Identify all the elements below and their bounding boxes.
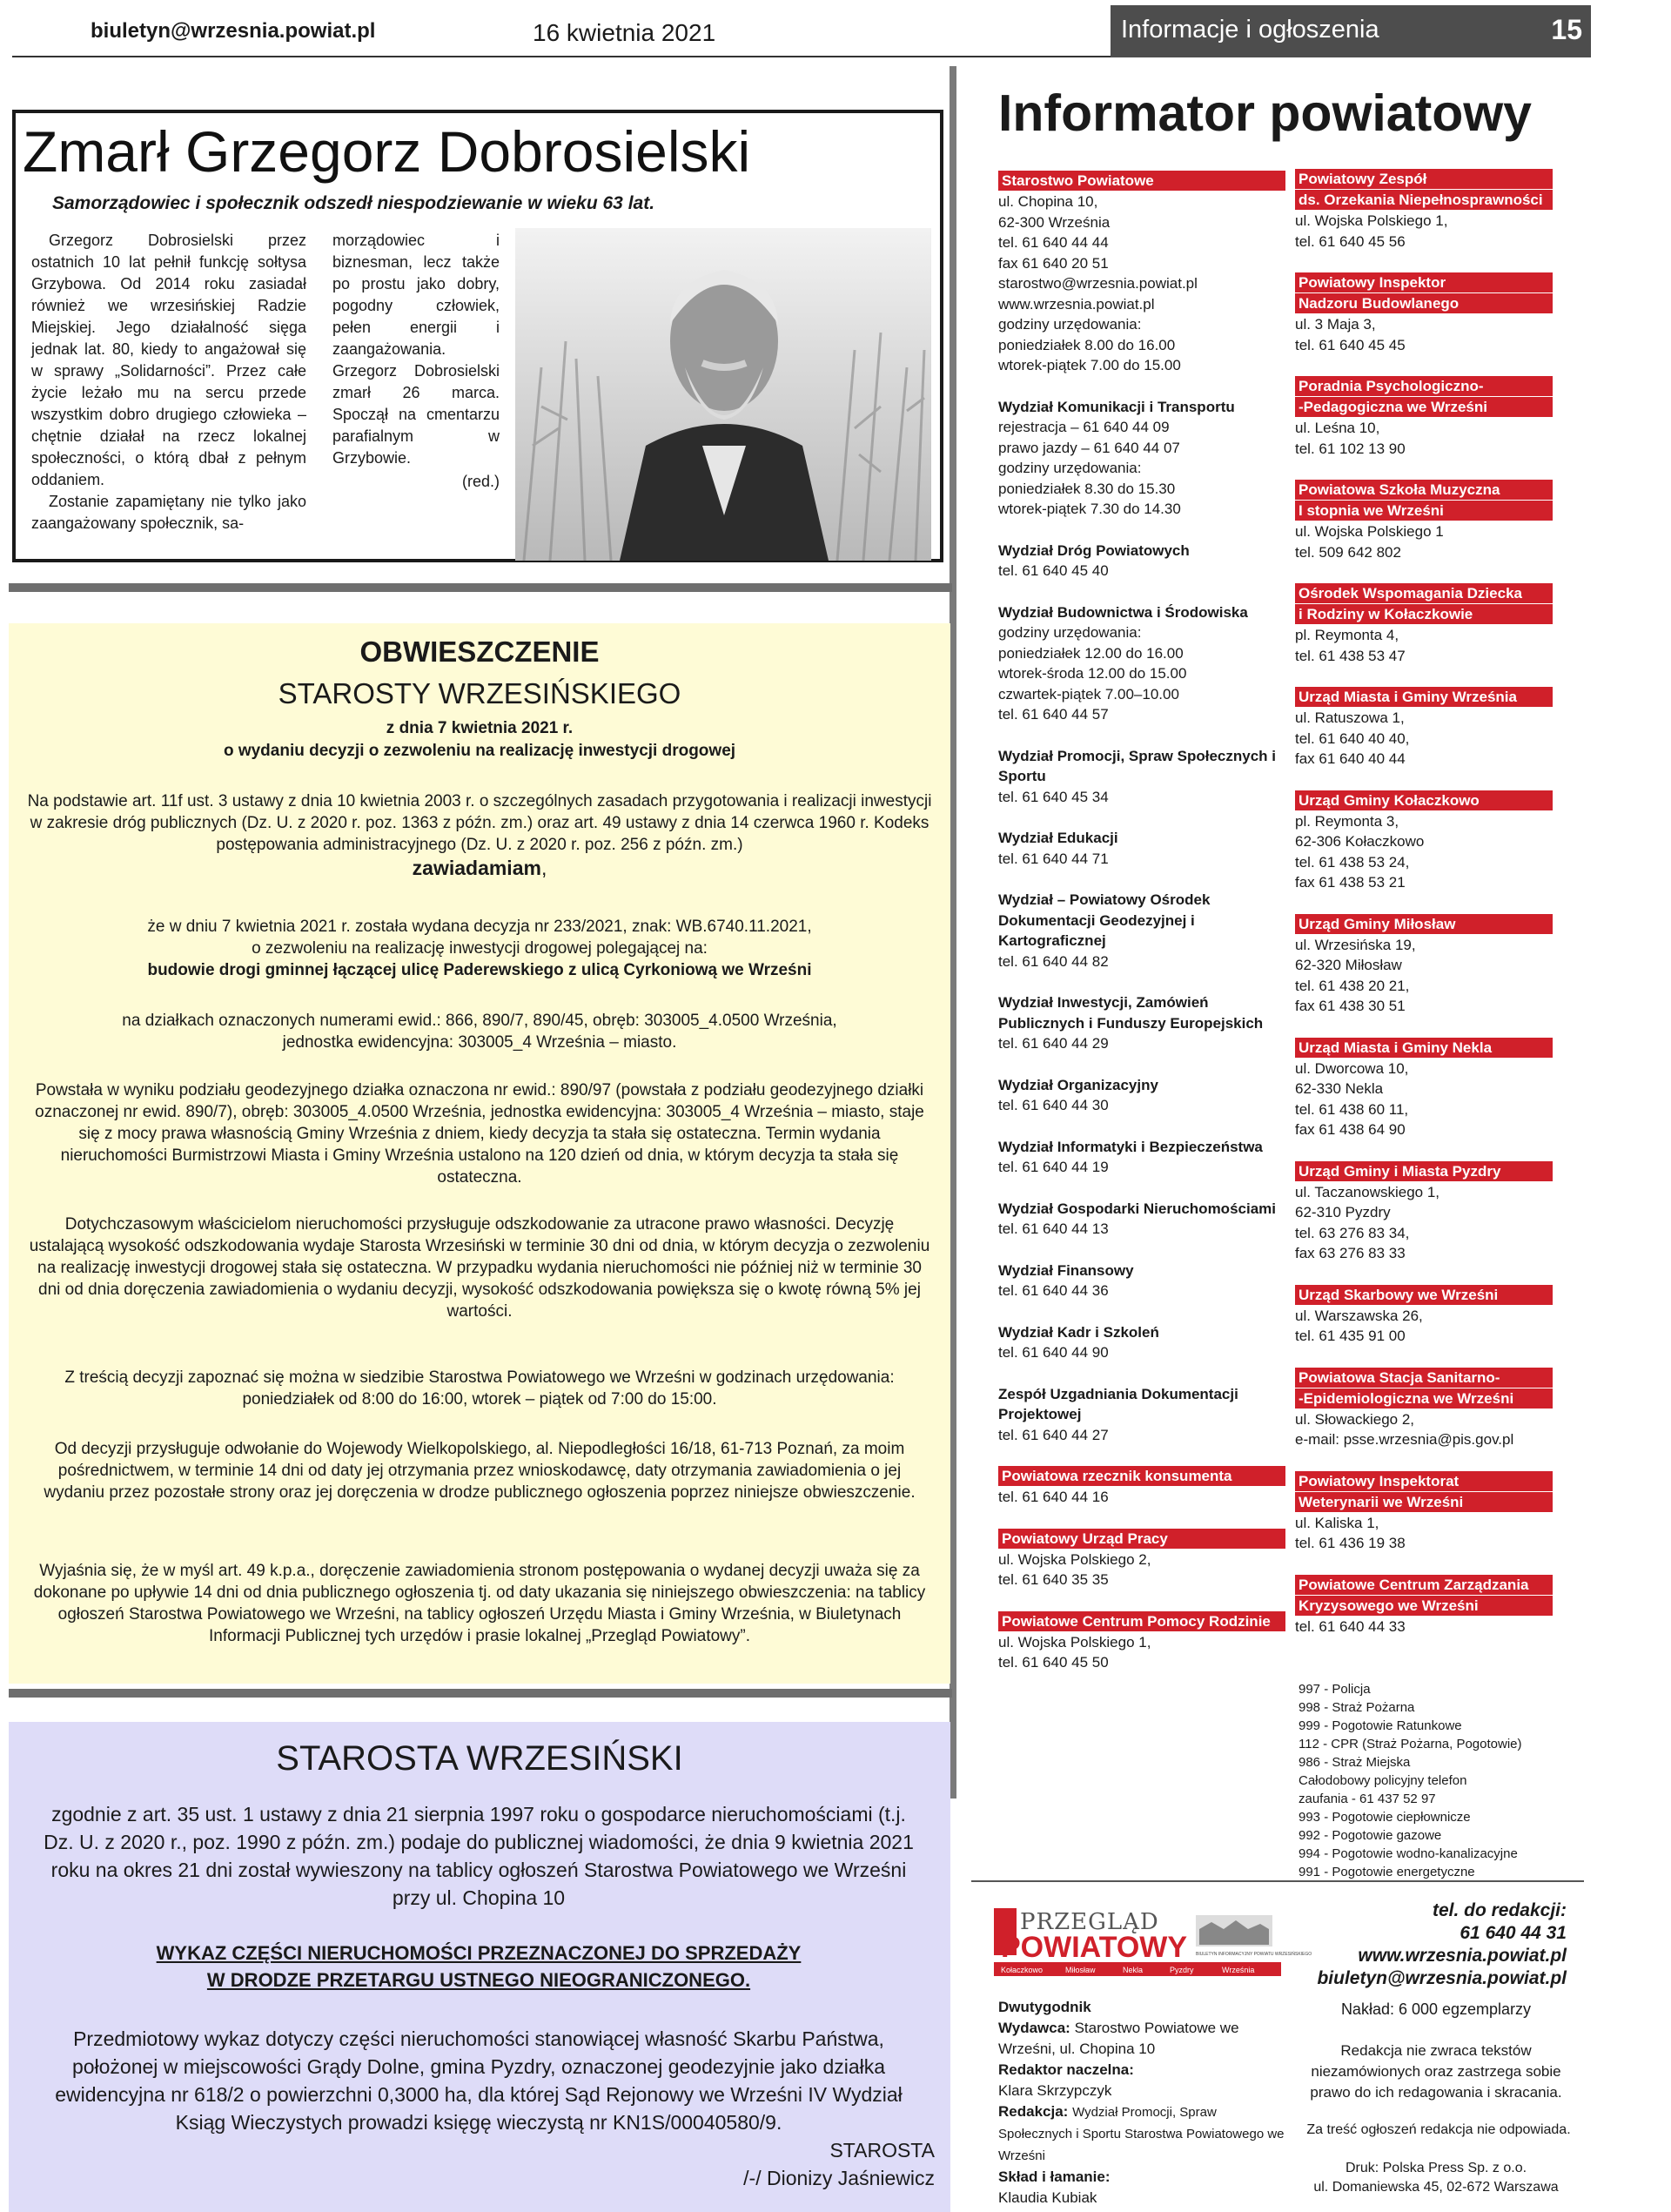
office-entry <box>998 1137 1285 1178</box>
printer-info <box>1305 2159 1567 2197</box>
editorial-email[interactable]: biuletyn@wrzesnia.powiat.pl <box>1317 1968 1567 1988</box>
emergency-number: 112 - CPR (Straż Pożarna, Pogotowie) <box>1299 1737 1522 1751</box>
office-detail: tel. 61 640 44 71 <box>998 850 1109 867</box>
office-detail: czwartek-piątek 7.00–10.00 <box>998 685 1179 703</box>
editorial-contact <box>1305 1899 1567 1990</box>
office-entry <box>1295 376 1553 459</box>
office-name: Wydział Dróg Powiatowych <box>998 541 1190 559</box>
office-name: Weterynarii we Wrześni <box>1295 1492 1553 1512</box>
office-entry <box>1295 687 1553 770</box>
office-detail: godziny urzędowania: <box>998 624 1142 641</box>
office-name: Starostwo Powiatowe <box>998 171 1285 191</box>
office-name: Wydział Finansowy <box>998 1261 1134 1279</box>
office-entry <box>998 890 1285 972</box>
office-detail: tel. 61 640 44 57 <box>998 706 1109 723</box>
office-name: Powiatowa Stacja Sanitarno- <box>1295 1368 1553 1388</box>
imprint-layout-label: Skład i łamanie: <box>998 2168 1111 2185</box>
office-detail: fax 61 640 40 44 <box>1295 750 1406 767</box>
office-name: ds. Orzekania Niepełnosprawności <box>1295 190 1553 210</box>
office-name: -Epidemiologiczna we Wrześni <box>1295 1388 1553 1409</box>
notice-paragraph: Z treścią decyzji zapoznać się można w siedzibie Starostwa Powiatowego we Wrześni w godzinach urzędowania: poniedziałek od 8:00 do 16:00, wtorek – piątek od 7:00 do 15:00. <box>64 1368 895 1409</box>
office-entry <box>998 1611 1285 1673</box>
editorial-tel[interactable]: 61 640 44 31 <box>1460 1923 1567 1943</box>
notice-subject: o wydaniu decyzji o zezwoleniu na realizację inwestycji drogowej <box>223 742 736 760</box>
emergency-number: 991 - Pogotowie energetyczne <box>1299 1865 1475 1879</box>
emergency-number: 993 - Pogotowie ciepłownicze <box>1299 1810 1471 1825</box>
office-name: Urząd Miasta i Gminy Nekla <box>1295 1038 1553 1058</box>
notice-comma: , <box>540 857 547 879</box>
office-detail: tel. 61 640 45 45 <box>1295 336 1406 353</box>
office-detail: ul. Wojska Polskiego 1, <box>1295 212 1448 229</box>
editorial-tel-label: tel. do redakcji: <box>1432 1900 1567 1920</box>
emergency-number: 997 - Policja <box>1299 1682 1371 1697</box>
office-detail: ul. Wojska Polskiego 2, <box>998 1550 1151 1568</box>
office-detail: pl. Reymonta 4, <box>1295 627 1399 643</box>
obituary-paragraph: morządowiec i biznesman, lecz także po prostu jako dobry, pogodny człowiek, pełen energii i zaangażowania. Grzegorz Dobrosielski zmarł 26 marca. Spoczął na cmentarzu parafialnym w Grzybowie. <box>332 232 500 467</box>
imprint-kind: Dwutygodnik <box>998 1999 1091 2015</box>
office-name: Wydział Komunikacji i Transportu <box>998 398 1235 415</box>
office-entry <box>1295 1368 1553 1450</box>
office-entry <box>1295 1471 1553 1554</box>
emergency-number: 998 - Straż Pożarna <box>1299 1700 1415 1715</box>
office-detail: ul. 3 Maja 3, <box>1295 316 1376 333</box>
office-detail: ul. Słowackiego 2, <box>1295 1410 1415 1428</box>
office-detail: tel. 61 438 53 24, <box>1295 853 1410 871</box>
office-detail: poniedziałek 8.00 do 16.00 <box>998 336 1176 353</box>
office-detail: tel. 61 640 44 90 <box>998 1344 1109 1361</box>
office-entry <box>998 828 1285 869</box>
notice-paragraph: Powstała w wyniku podziału geodezyjnego działka oznaczona nr ewid.: 890/97 (powstała z podziału geodezyjnego działki oznaczonej nr ewid. 890/7), obręb: 303005_4.0500 Września, jednostka ewidencyjna: 303005_4 Września – miasto, staje się z mocy prawa własnością Gminy Września z dniem, kiedy decyzja ta stała się ostateczna. Termin wydania nieruchomości Burmistrzowi Miasta i Gminy Września ustalono na 120 dzień od dnia, w którym decyzja ta stała się ostateczna. <box>35 1081 924 1187</box>
office-entry <box>998 1384 1285 1446</box>
office-detail: tel. 63 276 83 34, <box>1295 1224 1410 1241</box>
office-name: Poradnia Psychologiczno- <box>1295 376 1553 396</box>
office-detail: tel. 61 640 45 50 <box>998 1654 1109 1671</box>
office-detail: tel. 61 640 44 19 <box>998 1159 1109 1175</box>
office-name: Powiatowa Szkoła Muzyczna <box>1295 480 1553 500</box>
informator-right-column <box>1295 169 1553 1657</box>
notice-paragraph: Od decyzji przysługuje odwołanie do Wojewody Wielkopolskiego, al. Niepodległości 16/18, 61-713 Poznań, za moim pośrednictwem, w terminie 14 dni od daty jej otrzymania przez wnioskodawcę, daty otrzymania zawiadomienia o jej wydaniu przez pozostałe strony oraz jej doręczenia w drodze publicznego ogłoszenia poprzez niniejsze obwieszczenie. <box>44 1440 916 1502</box>
logo-town: Nekla <box>1123 1966 1144 1974</box>
office-detail: tel. 61 640 44 16 <box>998 1489 1109 1505</box>
office-entry <box>1295 480 1553 562</box>
obituary-title: Zmarł Grzegorz Dobrosielski <box>23 119 751 184</box>
notice-line: że w dniu 7 kwietnia 2021 r. została wydana decyzja nr 233/2021, znak: WB.6740.11.2021, <box>147 918 812 936</box>
emergency-number: 986 - Straż Miejska <box>1299 1755 1411 1770</box>
office-detail: tel. 61 640 44 33 <box>1295 1617 1406 1635</box>
notice-zawiadamiam: zawiadamiam <box>412 857 541 879</box>
office-detail: ul. Wrzesińska 19, <box>1295 936 1416 953</box>
office-entry <box>998 1322 1285 1363</box>
office-name: Urząd Gminy Miłosław <box>1295 914 1553 934</box>
office-entry <box>998 1261 1285 1301</box>
office-entry <box>1295 169 1553 252</box>
office-detail: 62-320 Miłosław <box>1295 957 1402 973</box>
imprint-publisher: Starostwo Powiatowe we Wrześni, ul. Chopina 10 <box>998 2020 1239 2057</box>
office-detail: 62-310 Pyzdry <box>1295 1204 1391 1220</box>
office-detail: tel. 61 435 91 00 <box>1295 1328 1406 1344</box>
office-detail: tel. 61 640 45 34 <box>998 788 1109 805</box>
przeglad-powiatowy-logo <box>994 1903 1312 1990</box>
office-name: Urząd Skarbowy we Wrześni <box>1295 1285 1553 1305</box>
office-name: Wydział Informatyki i Bezpieczeństwa <box>998 1138 1263 1155</box>
obituary-subtitle: Samorządowiec i społecznik odszedł niespodziewanie w wieku 63 lat. <box>52 193 655 213</box>
office-entry <box>1295 583 1553 666</box>
notice-heading: OBWIESZCZENIE <box>359 635 600 668</box>
office-name: Powiatowy Inspektor <box>1295 272 1553 292</box>
office-entry <box>998 602 1285 725</box>
office-detail: fax 63 276 83 33 <box>1295 1245 1406 1261</box>
office-detail: pl. Reymonta 3, <box>1295 812 1399 830</box>
section-title: Informacje i ogłoszenia <box>1121 16 1379 44</box>
emergency-number: 999 - Pogotowie Ratunkowe <box>1299 1718 1462 1733</box>
starosta-sign-name: /-/ Dionizy Jaśniewicz <box>743 2167 935 2189</box>
office-detail: tel. 61 640 44 82 <box>998 952 1109 970</box>
office-name: Wydział – Powiatowy Ośrodek Dokumentacji Geodezyjnej i Kartograficznej <box>998 891 1211 949</box>
notice-investment: budowie drogi gminnej łączącej ulicę Paderewskiego z ulicą Cyrkoniową we Wrześni <box>147 961 812 979</box>
office-name: Wydział Inwestycji, Zamówień Publicznych i Funduszy Europejskich <box>998 994 1264 1032</box>
office-detail: tel. 61 438 53 47 <box>1295 647 1406 664</box>
starosta-signature <box>743 2136 935 2192</box>
imprint-editor-label: Redaktor naczelna: <box>998 2061 1134 2078</box>
notice-date: z dnia 7 kwietnia 2021 r. <box>386 719 574 737</box>
office-detail: fax 61 438 53 21 <box>1295 874 1406 891</box>
office-name: Wydział Kadr i Szkoleń <box>998 1323 1159 1341</box>
office-detail: ul. Dworcowa 10, <box>1295 1059 1409 1077</box>
office-detail: ul. Leśna 10, <box>1295 420 1380 436</box>
emergency-number: 994 - Pogotowie wodno-kanalizacyjne <box>1299 1846 1518 1861</box>
informator-left-column <box>998 171 1285 1694</box>
header-date: 16 kwietnia 2021 <box>533 19 716 46</box>
office-detail: starostwo@wrzesnia.powiat.pl <box>998 275 1198 292</box>
printer-address: ul. Domaniewska 45, 02-672 Warszawa <box>1313 2180 1559 2195</box>
editorial-note: Redakcja nie zwraca tekstów niezamówionych oraz zastrzega sobie prawo do ich redagowania i skracania. <box>1310 2042 1562 2101</box>
office-name: Wydział Promocji, Spraw Społecznych i Sportu <box>998 747 1276 784</box>
imprint <box>998 1997 1285 2209</box>
obituary-signature: (red.) <box>461 473 500 490</box>
portrait-photo <box>515 228 931 561</box>
office-detail: godziny urzędowania: <box>998 316 1142 333</box>
logo-town: Pyzdry <box>1170 1966 1194 1974</box>
office-detail: wtorek-środa 12.00 do 15.00 <box>998 665 1187 682</box>
office-detail: prawo jazdy – 61 640 44 07 <box>998 439 1180 456</box>
office-detail: 62-330 Nekla <box>1295 1080 1384 1097</box>
obituary-column-2 <box>332 230 500 493</box>
office-name: Powiatowe Centrum Pomocy Rodzinie <box>998 1611 1285 1631</box>
emergency-number: zaufania - 61 437 52 97 <box>1299 1792 1436 1806</box>
office-detail: tel. 61 640 45 40 <box>998 562 1109 579</box>
imprint-publisher-label: Wydawca: <box>998 2020 1070 2036</box>
office-detail: ul. Wojska Polskiego 1, <box>998 1633 1151 1651</box>
emergency-numbers <box>1299 1680 1522 1881</box>
office-detail: tel. 61 640 45 56 <box>1295 232 1406 250</box>
office-name: Urząd Miasta i Gminy Września <box>1295 687 1553 707</box>
logo-town: Miłosław <box>1065 1966 1096 1974</box>
starosta-paragraph: Przedmiotowy wykaz dotyczy części nieruchomości stanowiącej własność Skarbu Państwa, położonej w miejscowości Grądy Dolne, gmina Pyzdry, oznaczonej geodezyjnie jako działka ewidencyjna nr 618/2 o powierzchni 0,3000 ha, dla której Sąd Rejonowy we Wrześni IV Wydział Ksiąg Wieczystych prowadzi księgę wieczystą nr KN1S/00040580/9. <box>55 2027 903 2134</box>
office-name: Powiatowy Zespół <box>1295 169 1553 189</box>
office-detail: www.wrzesnia.powiat.pl <box>998 295 1155 313</box>
office-detail: tel. 61 102 13 90 <box>1295 440 1406 457</box>
starosta-sign-title: STAROSTA <box>829 2139 935 2162</box>
column-divider <box>950 66 956 1799</box>
office-detail: 62-300 Września <box>998 213 1111 231</box>
office-entry <box>1295 272 1553 355</box>
ads-disclaimer: Za treść ogłoszeń redakcja nie odpowiada. <box>1306 2122 1571 2137</box>
separator-band <box>9 1689 952 1698</box>
office-detail: fax 61 640 20 51 <box>998 254 1109 272</box>
office-name: -Pedagogiczna we Wrześni <box>1295 397 1553 417</box>
office-detail: tel. 61 640 44 13 <box>998 1220 1109 1237</box>
office-detail: ul. Ratuszowa 1, <box>1295 709 1405 726</box>
office-entry <box>1295 790 1553 893</box>
office-name: Nadzoru Budowlanego <box>1295 293 1553 313</box>
office-name: Powiatowy Urząd Pracy <box>998 1529 1285 1549</box>
office-entry <box>1295 1575 1553 1637</box>
office-name: Powiatowy Inspektorat <box>1295 1471 1553 1491</box>
office-entry <box>998 1466 1285 1508</box>
notice-subheading: STAROSTY WRZESIŃSKIEGO <box>278 677 681 709</box>
notice-decision <box>26 916 933 981</box>
office-name: Powiatowa rzecznik konsumenta <box>998 1466 1285 1486</box>
obituary-paragraph: Grzegorz Dobrosielski przez ostatnich 10 lat pełnił funkcję sołtysa Grzybowa. Od 2014 roku zasiadał również we wrzesińskiej Radzie Miejskiej. Jego działalność sięga jednak lat. 80, kiedy to angażował się w sprawy „Solidarności”. Przez całe życie leżało mu na sercu przede wszystkim dobro drugiego człowieka – chętnie działał na rzecz lokalnej społeczności, o którą dbał z pełnym oddaniem. <box>31 232 306 488</box>
office-name: Wydział Organizacyjny <box>998 1076 1158 1093</box>
office-entry <box>998 541 1285 582</box>
header-email[interactable]: biuletyn@wrzesnia.powiat.pl <box>91 19 376 43</box>
printer-name: Druk: Polska Press Sp. z o.o. <box>1345 2161 1527 2175</box>
office-detail: poniedziałek 8.30 do 15.30 <box>998 480 1176 497</box>
office-detail: tel. 61 640 44 36 <box>998 1282 1109 1299</box>
office-detail: wtorek-piątek 7.00 do 15.00 <box>998 357 1181 373</box>
office-name: Ośrodek Wspomagania Dziecka <box>1295 583 1553 603</box>
starosta-paragraph: zgodnie z art. 35 ust. 1 ustawy z dnia 21 sierpnia 1997 roku o gospodarce nieruchomościami (t.j. Dz. U. z 2020 r., poz. 1990 z późn. zm.) podaje do publicznej wiadomości, że dnia 9 kwietnia 2021 roku na okres 21 dni został wywieszony na tablicy ogłoszeń Starostwa Powiatowego we Wrześni przy ul. Chopina 10 <box>44 1803 914 1909</box>
office-detail: tel. 61 640 35 35 <box>998 1571 1109 1588</box>
obituary-column-1 <box>31 230 306 535</box>
office-detail: fax 61 438 30 51 <box>1295 998 1406 1014</box>
separator-band <box>9 583 952 592</box>
office-detail: poniedziałek 12.00 do 16.00 <box>998 644 1184 662</box>
office-entry <box>1295 1161 1553 1264</box>
office-detail: tel. 61 640 44 44 <box>998 234 1109 251</box>
starosta-wykaz-line: WYKAZ CZĘŚCI NIERUCHOMOŚCI PRZEZNACZONEJ DO SPRZEDAŻY <box>156 1942 802 1964</box>
office-name: Wydział Edukacji <box>998 830 1118 846</box>
office-detail: fax 61 438 64 90 <box>1295 1121 1406 1138</box>
office-name: Wydział Gospodarki Nieruchomościami <box>998 1200 1276 1217</box>
office-detail: ul. Warszawska 26, <box>1295 1307 1423 1324</box>
office-detail: godziny urzędowania: <box>998 460 1142 476</box>
logo-tagline: BIULETYN INFORMACYJNY POWIATU WRZESIŃSKIEGO <box>1196 1952 1312 1957</box>
obituary-paragraph: Zostanie zapamiętany nie tylko jako zaangażowany społecznik, sa- <box>31 493 306 532</box>
office-entry <box>1295 1285 1553 1347</box>
office-entry <box>998 746 1285 808</box>
starosta-wykaz-line: W DRODZE PRZETARGU USTNEGO NIEOGRANICZONEGO. <box>206 1969 751 1991</box>
office-detail: tel. 61 438 60 11, <box>1295 1100 1409 1118</box>
office-entry <box>1295 1038 1553 1140</box>
office-detail: tel. 61 640 44 29 <box>998 1035 1109 1052</box>
office-detail: rejestracja – 61 640 44 09 <box>998 419 1170 435</box>
office-detail: tel. 61 438 20 21, <box>1295 977 1410 994</box>
logo-town: Kołaczkowo <box>1001 1966 1044 1974</box>
logo-main-text: POWIATOWY <box>1001 1931 1188 1964</box>
page-number: 15 <box>1551 14 1582 45</box>
office-name: Powiatowe Centrum Zarządzania <box>1295 1575 1553 1595</box>
notice-paragraph: na działkach oznaczonych numerami ewid.: 866, 890/7, 890/45, obręb: 303005_4.0500 Września, jednostka ewidencyjna: 303005_4 Września – miasto. <box>122 1012 837 1052</box>
logo-town: Września <box>1222 1966 1255 1974</box>
office-detail: ul. Chopina 10, <box>998 193 1098 210</box>
imprint-office: Wydział Promocji, Spraw Społecznych i Sportu Starostwa Powiatowego we Wrześni <box>998 2105 1285 2163</box>
circulation: Nakład: 6 000 egzemplarzy <box>1340 2000 1532 2018</box>
office-name: Kryzysowego we Wrześni <box>1295 1596 1553 1616</box>
notice-line: o zezwoleniu na realizację inwestycji drogowej polegającej na: <box>252 939 708 958</box>
starosta-title: STAROSTA WRZESIŃSKI <box>276 1739 683 1778</box>
logo-top-text: PRZEGLĄD <box>1020 1909 1159 1935</box>
emergency-number: Całodobowy policyjny telefon <box>1299 1773 1467 1788</box>
imprint-office-label: Redakcja: <box>998 2103 1069 2120</box>
logo-graphic <box>994 1903 1312 1990</box>
office-detail: wtorek-piątek 7.30 do 14.30 <box>998 501 1181 517</box>
office-detail: 62-306 Kołaczkowo <box>1295 833 1425 850</box>
section-bar <box>1111 5 1591 57</box>
emergency-number: 992 - Pogotowie gazowe <box>1299 1828 1442 1843</box>
imprint-layout-person: Klaudia Kubiak <box>998 2189 1097 2206</box>
office-name: Zespół Uzgadniania Dokumentacji Projektowej <box>998 1385 1238 1422</box>
office-name: Urząd Gminy i Miasta Pyzdry <box>1295 1161 1553 1181</box>
office-detail: e-mail: psse.wrzesnia@pis.gov.pl <box>1295 1431 1514 1448</box>
office-detail: tel. 509 642 802 <box>1295 543 1401 561</box>
office-entry <box>998 171 1285 376</box>
office-detail: ul. Taczanowskiego 1, <box>1295 1183 1440 1200</box>
starosta-wykaz <box>35 1940 923 1993</box>
office-name: Wydział Budownictwa i Środowiska <box>998 603 1248 621</box>
informator-title: Informator powiatowy <box>998 84 1532 142</box>
office-detail: ul. Kaliska 1, <box>1295 1514 1379 1531</box>
office-entry <box>998 397 1285 520</box>
office-detail: tel. 61 640 44 27 <box>998 1426 1109 1443</box>
editorial-www[interactable]: www.wrzesnia.powiat.pl <box>1358 1946 1567 1966</box>
header-rule <box>12 56 1111 57</box>
office-name: i Rodziny w Kołaczkowie <box>1295 604 1553 624</box>
office-entry <box>998 1075 1285 1116</box>
notice-paragraph: Wyjaśnia się, że w myśl art. 49 k.p.a., doręczenie zawiadomienia stronom postępowania o wydanej decyzji uważa się za dokonane po upływie 14 dni od dnia publicznego ogłoszenia tj. od daty ukazania się niniejszego obwieszczenia: na tablicy ogłoszeń Starostwa Powiatowego we Wrześni, na tablicy ogłoszeń Urzędu Miasta i Gminy Września, w Biuletynach Informacji Publicznej tych urzędów i prasie lokalnej „Przegląd Powiatowy”. <box>33 1562 926 1645</box>
footer-rule <box>971 1880 1584 1882</box>
portrait-illustration <box>515 228 931 561</box>
office-detail: tel. 61 436 19 38 <box>1295 1535 1406 1551</box>
notice-paragraph: Na podstawie art. 11f ust. 3 ustawy z dnia 10 kwietnia 2003 r. o szczególnych zasadach przygotowania i realizacji inwestycji w zakresie dróg publicznych (Dz. U. z 2020 r. poz. 1363 z późn. zm.) oraz art. 49 ustawy z dnia 14 czerwca 1960 r. Kodeks postępowania administracyjnego (Dz. U. z 2020 r. poz. 256 z późn. zm.) <box>27 792 932 854</box>
office-entry <box>998 992 1285 1054</box>
office-detail: ul. Wojska Polskiego 1 <box>1295 523 1444 540</box>
office-detail: tel. 61 640 40 40, <box>1295 729 1410 747</box>
notice-legal-basis <box>26 790 933 881</box>
office-name: Urząd Gminy Kołaczkowo <box>1295 790 1553 810</box>
office-detail: tel. 61 640 44 30 <box>998 1097 1109 1113</box>
office-entry <box>998 1199 1285 1240</box>
office-entry <box>998 1529 1285 1590</box>
imprint-editor: Klara Skrzypczyk <box>998 2082 1112 2099</box>
office-entry <box>1295 914 1553 1017</box>
office-name: I stopnia we Wrześni <box>1295 501 1553 521</box>
notice-paragraph: Dotychczasowym właścicielom nieruchomości przysługuje odszkodowanie za utracone prawo własności. Decyzję ustalającą wysokość odszkodowania wydaje Starosta Wrzesiński w terminie 30 dni od dnia, w którym decyzja o zezwoleniu na realizację inwestycji drogowej stała się ostateczna. W przypadku wydania nieruchomości nie później niż w terminie 30 dni od dnia doręczenia zawiadomienia o wydaniu decyzji, wysokość odszkodowania powiększa się o kwotę równą 5% jej wartości. <box>29 1215 930 1321</box>
